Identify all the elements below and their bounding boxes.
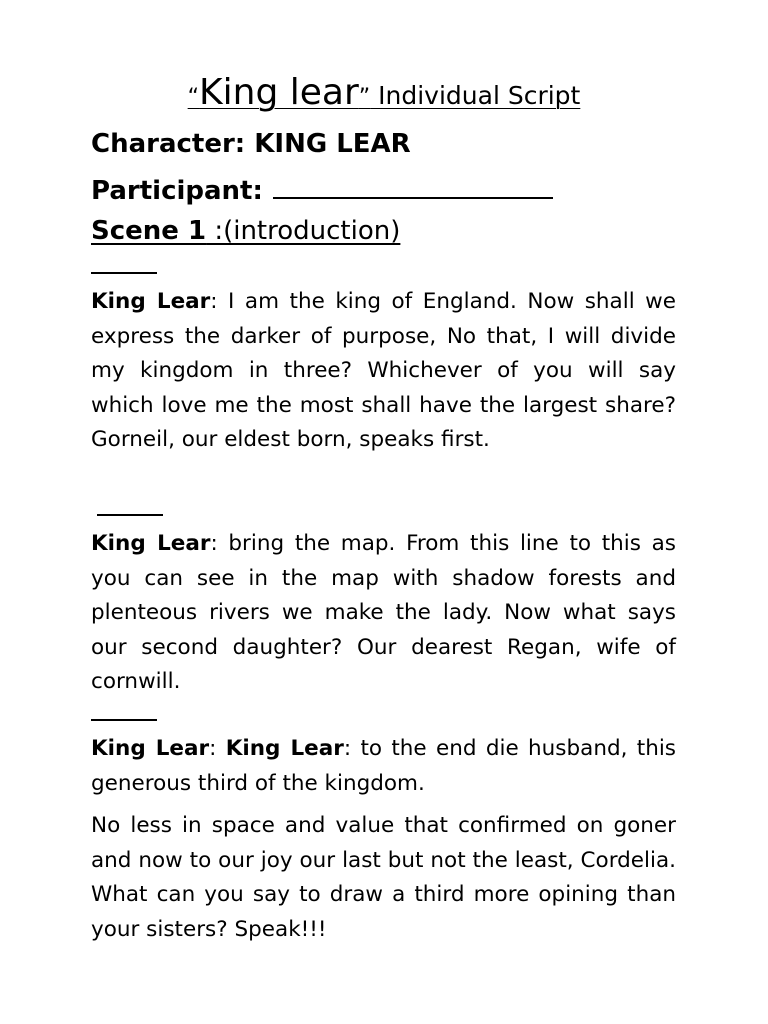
speech-text: No less in space and value that confirmed on goner and now to our joy our last but not the least, Cordelia. What can you say to draw a third more opining than your sisters? Speak!!! xyxy=(91,813,676,942)
participant-heading xyxy=(91,175,553,204)
separator-rule xyxy=(91,272,157,274)
title-rest: Individual Script xyxy=(370,81,581,110)
separator-rule xyxy=(91,719,157,721)
speech-paragraph xyxy=(91,527,676,700)
speaker-name: King Lear xyxy=(91,289,211,314)
speech-paragraph xyxy=(91,809,676,947)
speech-text: bring the map. From this line to this as you can see in the map with shadow forests and plenteous rivers we make the lady. Now what says our second daughter? Our dearest Regan, wife of cornwill. xyxy=(91,531,677,694)
speaker-separator: : xyxy=(210,531,229,556)
speaker-name: King Lear xyxy=(91,531,211,556)
title-main: King lear xyxy=(199,72,359,113)
speaker-name: King Lear xyxy=(225,736,344,761)
document-title xyxy=(0,72,768,113)
participant-blank-line xyxy=(273,175,553,199)
scene-label: Scene 1 xyxy=(91,216,207,246)
title-open-quote: “ xyxy=(187,85,200,110)
speech-text: I am the king of England. Now shall we express the darker of purpose, No that, I will divide my kingdom in three? Whichever of you will say which love me the most shall have the largest share? Gorneil, our eldest born, speaks first. xyxy=(91,289,676,452)
speech-paragraph xyxy=(91,732,676,801)
scene-subtitle: :(introduction) xyxy=(206,216,401,246)
participant-label: Participant: xyxy=(91,176,263,206)
character-heading: Character: KING LEAR xyxy=(91,129,411,159)
scene-heading xyxy=(91,218,400,244)
speaker-name: King Lear xyxy=(91,736,210,761)
speech-paragraph xyxy=(91,285,676,458)
separator-rule xyxy=(97,514,163,516)
speech-text: to the end die husband, this generous third of the kingdom. xyxy=(91,736,677,796)
title-text xyxy=(187,72,581,113)
title-close-quote: ” xyxy=(358,85,371,110)
speaker-separator: : xyxy=(343,736,361,761)
speaker-separator: : xyxy=(209,736,226,761)
speaker-separator: : xyxy=(210,289,229,314)
